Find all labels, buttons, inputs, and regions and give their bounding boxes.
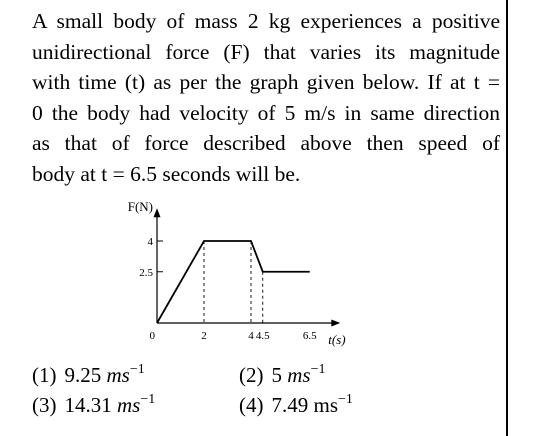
question-line-4: 0 the body had velocity of 5 m/s in same direction — [32, 100, 500, 125]
option-3-value: 14.31 — [64, 393, 112, 417]
right-border-rule — [506, 0, 508, 436]
question-line-2: unidirectional force (F) that varies its magnitude — [32, 39, 500, 64]
force-time-graph — [100, 196, 370, 361]
option-2-unit: ms — [287, 363, 311, 387]
y-tick-label-0: 4 — [147, 236, 153, 248]
x-axis-arrow — [331, 320, 340, 327]
option-1-value: 9.25 — [64, 363, 102, 387]
force-time-graph-svg — [100, 196, 370, 361]
question-line-5: as that of force described above then speed of — [32, 131, 500, 155]
option-4-unit: ms — [313, 393, 339, 417]
option-4-value: 7.49 — [271, 393, 309, 417]
x-tick-label-2: 4 — [248, 330, 254, 342]
question-line-3: with time (t) as per the graph given below. If at t = — [32, 70, 500, 94]
option-3-exponent: −1 — [140, 392, 156, 407]
y-axis-label: F(N) — [127, 199, 153, 215]
force-series-line — [157, 241, 310, 323]
option-4-number: (4) — [239, 393, 264, 417]
x-tick-label-0: 0 — [149, 330, 155, 342]
x-tick-label-1: 2 — [201, 330, 207, 342]
x-tick-label-4: 6.5 — [302, 330, 317, 342]
question-line-1: A small body of mass 2 kg experiences a positive — [32, 9, 500, 33]
x-tick-label-3: 4.5 — [255, 330, 270, 342]
option-3[interactable] — [32, 392, 155, 418]
option-1[interactable] — [32, 362, 145, 388]
option-1-unit: ms — [106, 363, 130, 387]
option-1-number: (1) — [32, 363, 57, 387]
x-axis-label: t(s) — [328, 332, 346, 347]
option-4[interactable] — [239, 392, 353, 418]
y-axis-arrow — [154, 208, 161, 217]
option-2-number: (2) — [239, 363, 264, 387]
question-line-6: body at t = 6.5 seconds will be. — [32, 161, 301, 186]
y-tick-label-1: 2.5 — [139, 266, 153, 279]
option-2[interactable] — [239, 362, 326, 388]
question-text — [32, 6, 500, 189]
option-4-exponent: −1 — [338, 392, 353, 407]
option-3-unit: ms — [117, 393, 141, 417]
option-2-value: 5 — [271, 363, 282, 387]
option-2-exponent: −1 — [310, 362, 326, 377]
option-3-number: (3) — [32, 393, 57, 417]
option-1-exponent: −1 — [129, 362, 145, 377]
